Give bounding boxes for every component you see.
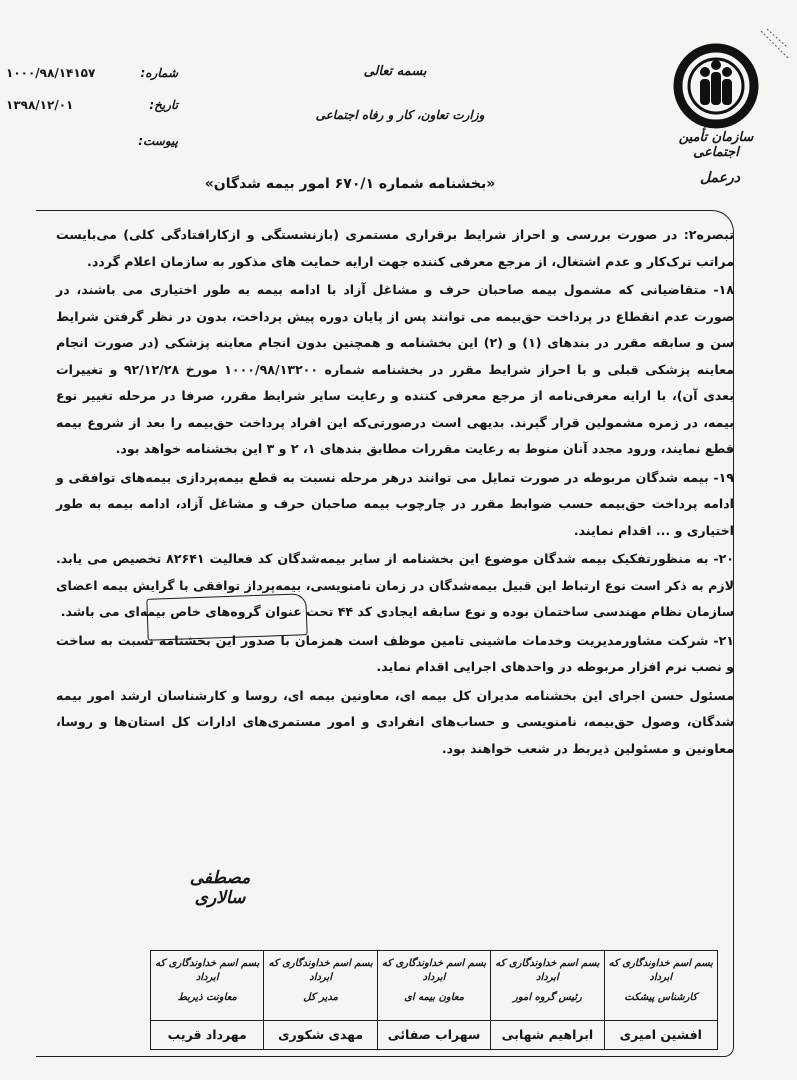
- cc-name-row: [151, 1020, 718, 1049]
- cc-table: [150, 950, 718, 1050]
- activity-code-highlight-box: [146, 593, 307, 641]
- pen-mark-icon: [757, 25, 793, 65]
- responsibility-paragraph: مسئول حسن اجرای این بخشنامه مدیران کل بیمه ای، معاونین بیمه ای، روسا و کارشناسان ارشد امور بیمه شدگان، وصول حق‌بیمه، نامنویسی و حساب‌های انفرادی و امور مستمری‌های ادارات کل استان‌ها و روسا، معاونین و مسئولین ذیربط در شعب خواهند بود.: [56, 687, 734, 756]
- ministry-name: وزارت تعاون، کار و رفاه اجتماعی: [315, 108, 485, 122]
- clause-18-paragraph: ۱۸- متقاضیانی که مشمول بیمه صاحبان حرف و مشاغل آزاد با ادامه بیمه به طور اختیاری می باشند، در صورت عدم انقطاع در پرداخت حق‌بیمه می توانند پس از پایان دوره پیش پرداخت، بدون در نظر گرفتن شرایط سن و سابقه مقرر در بندهای (۱) و (۲) این بخشنامه و همچنین بدون انجام معاینه پزشکی (در صورت انجام معاینه پزشکی قبلی و با احراز شرایط مقرر در بخشنامه شماره ۱۰۰۰/۹۸/۱۳۲۰۰ مورخ ۹۲/۱۲/۲۸ و تغییرات بعدی آن)، با ارایه معرفی‌نامه از مرجع معرفی کننده و رعایت سایر شرایط مقرر، صرفا در مرحله تغییر نوع بیمه، در زمره مشمولین قرار گیرند. بدیهی است درصورتی‌که این افراد پرداخت حق‌بیمه را بعد از شروع بیمه قطع نمایند، ورود مجدد آنان منوط به رعایت مقررات مطابق بندهای ۱، ۲ و ۳ این بخشنامه خواهد بود.: [56, 282, 734, 456]
- cc-stamp-row: [151, 951, 718, 1021]
- cc-name-cell: افشین امیری: [604, 1020, 717, 1049]
- cc-name-cell: مهرداد قریب: [151, 1020, 264, 1049]
- circular-body: [56, 222, 734, 762]
- cc-name-cell: سهراب صفائی: [377, 1020, 490, 1049]
- dar-amal-label: درعمل: [699, 170, 740, 186]
- date-label: تاریخ:: [149, 98, 178, 112]
- clause-20-paragraph: ۲۰- به منظورتفکیک بیمه شدگان موضوع این بخشنامه از سایر بیمه‌شدگان کد فعالیت ۸۲۶۴۱ تخصیص می یابد. لازم به ذکر است نوع ارتباط این قبیل بیمه‌شدگان در زمان نامنویسی، بیمه‌پرداز توافقی با گرایش بیمه اعضای سازمان نظام مهندسی ساختمان بوده و نوع سابقه ایجادی کد ۴۴ تحت عنوان گروه‌های خاص بیمه‌ای می باشد.: [56, 551, 734, 619]
- cc-stamp-cell: بسم اسم خداوندگاری که ابرداد مدیر کل: [264, 951, 377, 1021]
- cc-stamp-cell: بسم اسم خداوندگاری که ابرداد کارشناس پیشکت: [604, 951, 717, 1021]
- organization-name: سازمان تأمین اجتماعی: [678, 130, 754, 160]
- clause-21-paragraph: ۲۱- شرکت مشاورمدیریت وخدمات ماشینی تامین موظف است همزمان با صدور این بخشنامه نسبت به ساخت و نصب نرم افزار مربوطه در واحدهای اجرایی اقدام نماید.: [56, 632, 734, 674]
- cc-stamp-cell: بسم اسم خداوندگاری که ابرداد معاونت ذیربط: [151, 951, 264, 1021]
- basmala-heading: بسمه تعالی: [363, 64, 427, 79]
- cc-name-cell: ابراهیم شهابی: [491, 1020, 604, 1049]
- note-2-paragraph: تبصره۲: در صورت بررسی و احراز شرایط برقراری مستمری (بازنشستگی و ازکارافتادگی کلی) می‌بایست مراتب ترک‌کار و عدم اشتغال، از مرجع معرفی کننده جهت ارایه حمایت های مذکور به سازمان اعلام گردد.: [56, 227, 734, 269]
- cc-stamp-cell: بسم اسم خداوندگاری که ابرداد رئیس گروه امور: [491, 951, 604, 1021]
- cc-stamp-cell: بسم اسم خداوندگاری که ابرداد معاون بیمه ای: [377, 951, 490, 1021]
- clause-19-paragraph: ۱۹- بیمه شدگان مربوطه در صورت تمایل می توانند درهر مرحله نسبت به قطع بیمه‌پردازی بیمه‌های توافقی و ادامه پرداخت حق‌بیمه حسب ضوابط مقرر در چارچوب بیمه صاحبان حرف و مشاغل آزاد، ادامه بیمه به طور اختیاری و ... اقدام نمایند.: [56, 469, 734, 538]
- number-value: ۱۰۰۰/۹۸/۱۴۱۵۷: [6, 66, 96, 80]
- circular-title: «بخشنامه شماره ۶۷۰/۱ امور بیمه شدگان»: [204, 176, 496, 192]
- date-value: ۱۳۹۸/۱۲/۰۱: [6, 98, 74, 112]
- number-label: شماره:: [140, 66, 178, 80]
- attachment-label: پیوست:: [138, 134, 178, 148]
- signature: مصطفی سالاری: [189, 868, 251, 908]
- cc-name-cell: مهدی شکوری: [264, 1020, 377, 1049]
